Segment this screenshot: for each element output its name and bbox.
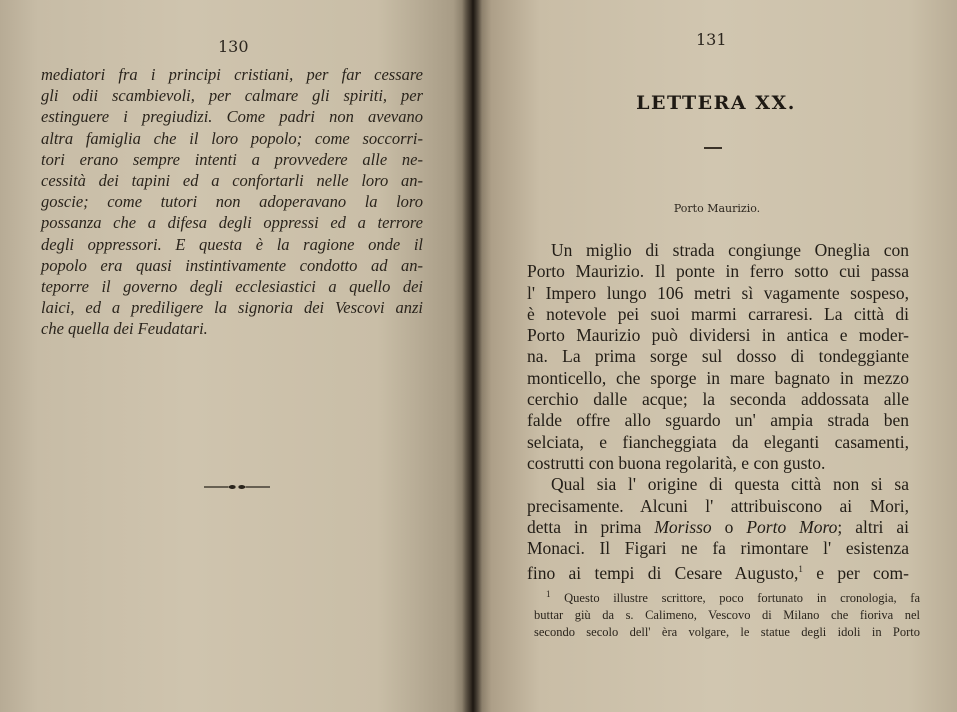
right-page-text	[527, 240, 909, 585]
footnote-line	[534, 586, 920, 607]
text-line: gli odii scambievoli, per calmare gli spiriti, per	[41, 86, 423, 106]
text-line: Porto Maurizio. Il ponte in ferro sotto cui passa	[527, 261, 909, 282]
text-line: cessità dei tapini ed a confortarli nelle loro an-	[41, 171, 423, 191]
text-line: Un miglio di strada congiunge Oneglia con	[551, 240, 909, 260]
text-run: o	[711, 516, 747, 537]
text-line: popolo era quasi instintivamente condotto ad an-	[41, 255, 423, 275]
text-line: altra famiglia che il loro popolo; come soccorri-	[41, 128, 423, 148]
text-run: fino ai tempi di Cesare Augusto,	[527, 563, 799, 584]
page-number-left: 130	[218, 37, 249, 56]
book-gutter	[462, 0, 482, 712]
text-line: na. La prima sorge sul dosso di tondeggiante	[527, 346, 909, 367]
text-line: Porto Maurizio può dividersi in antica e moder-	[527, 325, 909, 346]
text-line	[527, 517, 909, 538]
text-line: estinguere i pregiudizi. Come padri non avevano	[41, 107, 423, 127]
text-line	[527, 559, 909, 584]
text-line: degli oppressori. E questa è la ragione onde il	[41, 234, 423, 254]
text-line: teporre il governo degli ecclesiastici a quello dei	[41, 277, 423, 297]
italic-term: Morisso	[654, 516, 712, 537]
page-number-right: 131	[696, 30, 727, 49]
text-line: costrutti con buona regolarità, e con gusto.	[527, 452, 826, 473]
heading-rule	[704, 147, 722, 149]
right-page	[472, 0, 957, 712]
text-line: falde offre allo sguardo un' ampia strada ben	[527, 410, 909, 431]
text-run: ; altri ai	[837, 516, 909, 537]
text-line: è notevole pei suoi marmi carraresi. La città di	[527, 303, 909, 324]
footnote-line: secondo secolo dell' èra volgare, le statue degli idoli in Porto	[534, 625, 920, 640]
text-line: monticello, che sporge in mare bagnato in mezzo	[527, 367, 909, 388]
text-line: precisamente. Alcuni l' attribuiscono ai Mori,	[527, 495, 909, 516]
footnote-line: buttar giù da s. Calimeno, Vescovo di Milano che fioriva nel	[534, 608, 920, 623]
tailpiece-ornament-icon	[204, 481, 270, 493]
text-run: e per com-	[802, 563, 909, 584]
footnote-marker: 1	[546, 589, 551, 599]
text-line: Monaci. Il Figari ne fa rimontare l' esistenza	[527, 538, 909, 559]
text-run: Questo illustre scrittore, poco fortunato in cronologia, fa	[564, 591, 921, 606]
left-page-text	[41, 64, 423, 340]
text-line: Qual sia l' origine di questa città non si sa	[551, 474, 909, 495]
left-page	[0, 0, 472, 712]
place-name: Porto Maurizio.	[673, 202, 761, 215]
text-line: selciata, e fiancheggiata da eleganti casamenti,	[527, 431, 909, 452]
text-line: l' Impero lungo 106 metri sì vagamente sospeso,	[527, 282, 909, 303]
footnote-reference: 1	[798, 564, 803, 575]
text-line: mediatori fra i principi cristiani, per far cessare	[41, 65, 423, 84]
footnote	[534, 586, 920, 641]
text-run: detta in prima	[527, 516, 655, 537]
italic-term: Porto Moro	[746, 516, 838, 537]
text-line: che quella dei Feudatari.	[41, 319, 208, 339]
text-line: tori erano sempre intenti a provvedere alle ne-	[41, 149, 423, 169]
text-line: laici, ed a prediligere la signoria dei Vescovi anzi	[41, 298, 423, 318]
text-line: possanza che a difesa degli oppressi ed a terrore	[41, 213, 423, 233]
text-line: cerchio dalle acque; la seconda addossata alle	[527, 389, 909, 410]
text-line: goscie; come tutori non adoperavano la loro	[41, 192, 423, 212]
letter-heading: LETTERA XX.	[636, 92, 796, 114]
